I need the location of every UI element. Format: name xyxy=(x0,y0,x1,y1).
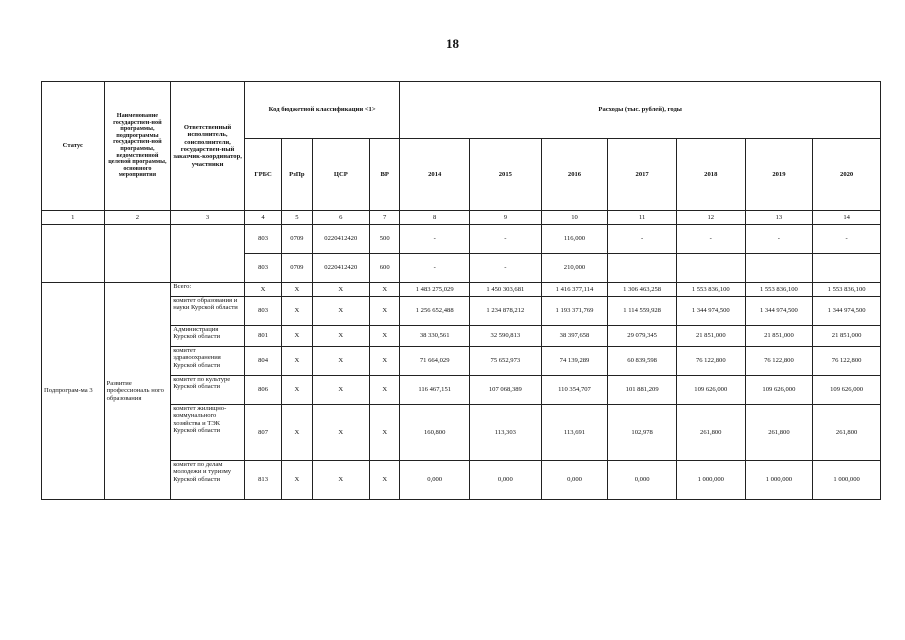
column-number: 5 xyxy=(282,211,312,225)
expense-cell: 107 068,389 xyxy=(470,376,542,405)
expense-cell: 1 193 371,769 xyxy=(541,297,608,326)
grbs-cell: 804 xyxy=(244,347,281,376)
expense-cell: 21 851,000 xyxy=(745,326,813,347)
expense-cell: 109 626,000 xyxy=(676,376,745,405)
expense-cell: 1 553 836,100 xyxy=(745,283,813,297)
expense-cell: 116 467,151 xyxy=(400,376,470,405)
executor-cell: комитет по культуре Курской области xyxy=(171,376,245,405)
grbs-cell: 807 xyxy=(244,405,281,461)
expense-cell: 32 590,813 xyxy=(470,326,542,347)
column-number: 13 xyxy=(745,211,813,225)
expense-cell: - xyxy=(813,225,881,254)
column-number: 3 xyxy=(171,211,245,225)
header-status: Статус xyxy=(42,82,105,211)
rzpr-cell: X xyxy=(282,326,312,347)
column-number: 8 xyxy=(400,211,470,225)
vr-cell: 500 xyxy=(370,225,400,254)
expense-cell: 1 114 559,928 xyxy=(608,297,677,326)
budget-table xyxy=(41,81,881,500)
expense-cell: 0,000 xyxy=(470,461,542,500)
expense-cell: 38 397,658 xyxy=(541,326,608,347)
header-program-name: Наименование государствен-ной программы, подпрограммы государствен-ной программы, ведомственной целевой программы, основного мероприятия xyxy=(104,82,171,211)
header-year: 2015 xyxy=(470,139,542,211)
column-number: 1 xyxy=(42,211,105,225)
csr-cell: X xyxy=(312,405,370,461)
rzpr-cell: X xyxy=(282,461,312,500)
grbs-cell: X xyxy=(244,283,281,297)
csr-cell: X xyxy=(312,461,370,500)
vr-cell: X xyxy=(370,297,400,326)
expense-cell: 116,000 xyxy=(541,225,608,254)
table-row xyxy=(42,283,881,297)
expense-cell: 1 553 836,100 xyxy=(676,283,745,297)
header-year: 2020 xyxy=(813,139,881,211)
grbs-cell: 806 xyxy=(244,376,281,405)
expense-cell: 21 851,000 xyxy=(676,326,745,347)
grbs-cell: 803 xyxy=(244,225,281,254)
grbs-cell: 803 xyxy=(244,254,281,283)
header-budget-code: Код бюджетной классификации <1> xyxy=(244,82,399,139)
vr-cell: X xyxy=(370,405,400,461)
expense-cell: - xyxy=(608,225,677,254)
column-number-row xyxy=(42,211,881,225)
rzpr-cell: 0709 xyxy=(282,225,312,254)
header-expenses: Расходы (тыс. рублей), годы xyxy=(400,82,881,139)
expense-cell: - xyxy=(400,254,470,283)
rzpr-cell: X xyxy=(282,297,312,326)
expense-cell: 76 122,800 xyxy=(745,347,813,376)
expense-cell: 60 839,598 xyxy=(608,347,677,376)
expense-cell: 102,978 xyxy=(608,405,677,461)
expense-cell: 261,800 xyxy=(745,405,813,461)
expense-cell: 210,000 xyxy=(541,254,608,283)
expense-cell: 101 881,209 xyxy=(608,376,677,405)
header-year: 2014 xyxy=(400,139,470,211)
column-number: 4 xyxy=(244,211,281,225)
executor-cell: комитет по делам молодежи и туризму Курской области xyxy=(171,461,245,500)
executor-cell: Администрация Курской области xyxy=(171,326,245,347)
executor-cell: комитет жилищно-коммунального хозяйства и ТЭК Курской области xyxy=(171,405,245,461)
status-cell xyxy=(42,225,105,283)
program-name-cell xyxy=(104,225,171,283)
expense-cell: 1 450 303,681 xyxy=(470,283,542,297)
expense-cell: 1 000,000 xyxy=(676,461,745,500)
expense-cell: 75 652,973 xyxy=(470,347,542,376)
expense-cell: 261,800 xyxy=(676,405,745,461)
header-csr: ЦСР xyxy=(312,139,370,211)
csr-cell: X xyxy=(312,326,370,347)
executor-cell: комитет здравоохранения Курской области xyxy=(171,347,245,376)
expense-cell: 1 344 974,500 xyxy=(813,297,881,326)
expense-cell: 38 330,561 xyxy=(400,326,470,347)
expense-cell xyxy=(745,254,813,283)
expense-cell: 110 354,707 xyxy=(541,376,608,405)
column-number: 2 xyxy=(104,211,171,225)
expense-cell: - xyxy=(745,225,813,254)
expense-cell: 1 483 275,029 xyxy=(400,283,470,297)
expense-cell: 76 122,800 xyxy=(676,347,745,376)
column-number: 7 xyxy=(370,211,400,225)
rzpr-cell: X xyxy=(282,347,312,376)
page-number: 18 xyxy=(446,36,459,51)
column-number: 12 xyxy=(676,211,745,225)
csr-cell: X xyxy=(312,297,370,326)
header-year: 2019 xyxy=(745,139,813,211)
rzpr-cell: X xyxy=(282,405,312,461)
expense-cell: 1 553 836,100 xyxy=(813,283,881,297)
expense-cell: 71 664,029 xyxy=(400,347,470,376)
expense-cell: 0,000 xyxy=(608,461,677,500)
expense-cell: - xyxy=(400,225,470,254)
expense-cell: 21 851,000 xyxy=(813,326,881,347)
rzpr-cell: X xyxy=(282,376,312,405)
expense-cell: 160,800 xyxy=(400,405,470,461)
expense-cell: 74 139,289 xyxy=(541,347,608,376)
csr-cell: X xyxy=(312,376,370,405)
subprogram-status: Подпрограм-ма 3 xyxy=(42,283,105,500)
expense-cell: - xyxy=(470,225,542,254)
header-vr: ВР xyxy=(370,139,400,211)
expense-cell: 76 122,800 xyxy=(813,347,881,376)
header-rzpr: РзПр xyxy=(282,139,312,211)
csr-cell: X xyxy=(312,347,370,376)
header-executor: Ответственный исполнитель, соисполнители, государствен-ный заказчик-координатор, участники xyxy=(171,82,245,211)
expense-cell: - xyxy=(470,254,542,283)
vr-cell: X xyxy=(370,326,400,347)
grbs-cell: 801 xyxy=(244,326,281,347)
vr-cell: X xyxy=(370,461,400,500)
expense-cell: 113,691 xyxy=(541,405,608,461)
expense-cell: 1 000,000 xyxy=(745,461,813,500)
rzpr-cell: X xyxy=(282,283,312,297)
header-year: 2017 xyxy=(608,139,677,211)
expense-cell: 1 344 974,500 xyxy=(745,297,813,326)
expense-cell: 261,800 xyxy=(813,405,881,461)
column-number: 14 xyxy=(813,211,881,225)
grbs-cell: 803 xyxy=(244,297,281,326)
subprogram-name: Развитие профессиональ ного образования xyxy=(104,283,171,500)
expense-cell: 1 256 652,488 xyxy=(400,297,470,326)
grbs-cell: 813 xyxy=(244,461,281,500)
csr-cell: 0220412420 xyxy=(312,254,370,283)
column-number: 11 xyxy=(608,211,677,225)
expense-cell: 1 344 974,500 xyxy=(676,297,745,326)
expense-cell xyxy=(608,254,677,283)
expense-cell xyxy=(676,254,745,283)
vr-cell: X xyxy=(370,347,400,376)
expense-cell: 109 626,000 xyxy=(813,376,881,405)
table-row xyxy=(42,225,881,254)
header-grbs: ГРБС xyxy=(244,139,281,211)
executor-cell: Всего: xyxy=(171,283,245,297)
expense-cell: - xyxy=(676,225,745,254)
column-number: 9 xyxy=(470,211,542,225)
vr-cell: 600 xyxy=(370,254,400,283)
rzpr-cell: 0709 xyxy=(282,254,312,283)
csr-cell: 0220412420 xyxy=(312,225,370,254)
csr-cell: X xyxy=(312,283,370,297)
header-year: 2016 xyxy=(541,139,608,211)
expense-cell: 1 416 377,114 xyxy=(541,283,608,297)
expense-cell: 113,303 xyxy=(470,405,542,461)
expense-cell: 0,000 xyxy=(400,461,470,500)
expense-cell: 109 626,000 xyxy=(745,376,813,405)
expense-cell: 1 234 878,212 xyxy=(470,297,542,326)
expense-cell: 1 000,000 xyxy=(813,461,881,500)
expense-cell xyxy=(813,254,881,283)
vr-cell: X xyxy=(370,376,400,405)
vr-cell: X xyxy=(370,283,400,297)
column-number: 6 xyxy=(312,211,370,225)
executor-cell xyxy=(171,225,245,283)
header-row-1 xyxy=(42,82,881,139)
executor-cell: комитет образования и науки Курской области xyxy=(171,297,245,326)
expense-cell: 0,000 xyxy=(541,461,608,500)
column-number: 10 xyxy=(541,211,608,225)
header-year: 2018 xyxy=(676,139,745,211)
expense-cell: 1 306 463,258 xyxy=(608,283,677,297)
expense-cell: 29 079,345 xyxy=(608,326,677,347)
